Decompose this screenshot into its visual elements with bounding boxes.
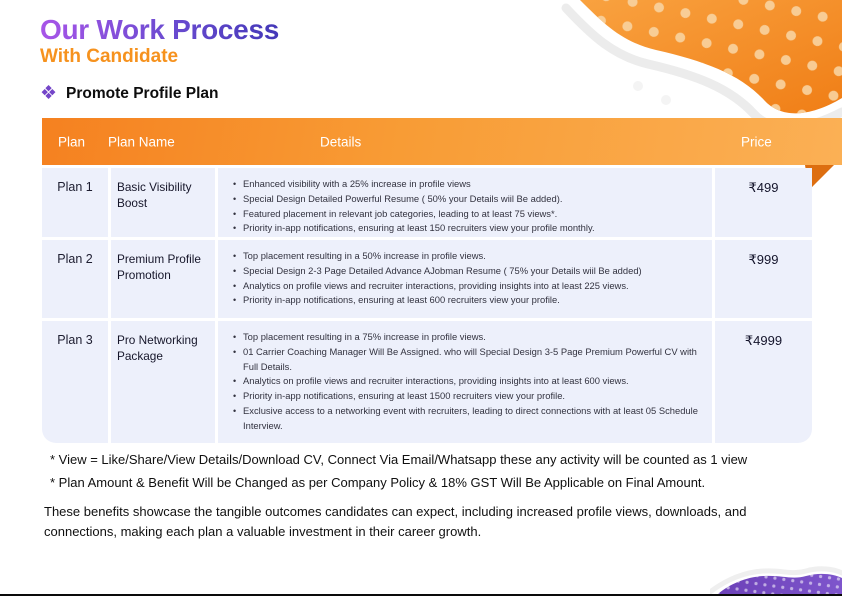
price-cell: ₹999 (715, 240, 812, 318)
details-list (232, 177, 704, 236)
details-list (232, 249, 704, 308)
details-list (232, 330, 704, 434)
section-heading (40, 84, 219, 103)
plan-table (42, 168, 812, 443)
footnote-gst-policy: * Plan Amount & Benefit Will be Changed as per Company Policy & 18% GST Will Be Applicable on Final Amount. (50, 474, 706, 490)
diamond-icon: ❖ (40, 83, 58, 104)
detail-bullet: • Analytics on profile views and recruiter interactions, providing insights into at least 600 views. (232, 374, 704, 389)
plan-cell: Plan 2 (42, 240, 108, 318)
title-block (40, 15, 279, 68)
detail-bullet: • Top placement resulting in a 50% increase in profile views. (232, 249, 704, 264)
header-cell-plan-name: Plan Name (108, 134, 175, 149)
detail-bullet: • Analytics on profile views and recruiter interactions, providing insights into at least 225 views. (232, 279, 704, 294)
plan-name-cell: Premium Profile Promotion (111, 240, 215, 318)
detail-bullet: • Featured placement in relevant job categories, leading to at least 75 views*. (232, 207, 704, 222)
detail-bullet: • Special Design Detailed Powerful Resume ( 50% your Details wiil Be added). (232, 192, 704, 207)
detail-bullet: • Priority in-app notifications, ensuring at least 600 recruiters view your profile. (232, 293, 704, 308)
details-cell (218, 168, 712, 237)
header-cell-plan: Plan (58, 134, 86, 149)
table-row (42, 168, 812, 237)
price-cell: ₹4999 (715, 321, 812, 443)
detail-bullet: • Exclusive access to a networking event with recruiters, leading to direct connections with at least 05 Schedule Interview. (232, 404, 704, 434)
detail-bullet: • Priority in-app notifications, ensuring at least 1500 recruiters view your profile. (232, 389, 704, 404)
header-cell-details: Details (320, 134, 362, 149)
bottom-blob-decoration (710, 566, 842, 594)
footnote-view-definition: * View = Like/Share/View Details/Download CV, Connect Via Email/Whatsapp these any activity will be counted as 1 view (50, 452, 748, 467)
footnotes (50, 452, 830, 497)
price-cell: ₹499 (715, 168, 812, 237)
detail-bullet: • Enhanced visibility with a 25% increase in profile views (232, 177, 704, 192)
detail-bullet: • 01 Carrier Coaching Manager Will Be Assigned. who will Special Design 3-5 Page Premium Powerful CV with Full Details. (232, 345, 704, 375)
details-cell (218, 321, 712, 443)
page-title: Our Work Process (40, 14, 279, 45)
detail-bullet: • Special Design 2-3 Page Detailed Advance AJobman Resume ( 75% your Details wiil Be added) (232, 264, 704, 279)
header-cell-price: Price (741, 134, 772, 149)
section-title: Promote Profile Plan (66, 84, 219, 102)
table-row (42, 321, 812, 443)
detail-bullet: • Priority in-app notifications, ensuring at least 150 recruiters view your profile monthly. (232, 221, 704, 236)
page-subtitle: With Candidate (40, 46, 179, 67)
plan-name-cell: Basic Visibility Boost (111, 168, 215, 237)
plan-cell: Plan 1 (42, 168, 108, 237)
table-header-ribbon (42, 118, 842, 165)
details-cell (218, 240, 712, 318)
table-row (42, 240, 812, 318)
detail-bullet: • Top placement resulting in a 75% increase in profile views. (232, 330, 704, 345)
plan-cell: Plan 3 (42, 321, 108, 443)
closing-paragraph: These benefits showcase the tangible outcomes candidates can expect, including increased profile views, downloads, and connections, making each plan a valuable investment in their career growth. (44, 504, 747, 539)
plan-name-cell: Pro Networking Package (111, 321, 215, 443)
